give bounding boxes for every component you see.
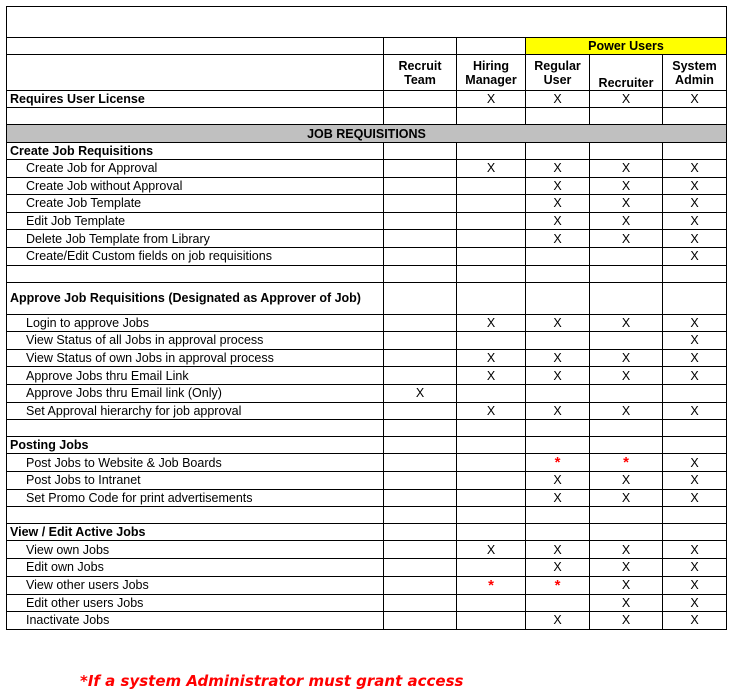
empty-cell (590, 265, 663, 282)
x-mark: X (553, 613, 562, 628)
permission-label: Inactivate Jobs (7, 612, 384, 630)
empty-cell (526, 265, 590, 282)
x-mark: X (690, 351, 699, 366)
permission-label: Approve Jobs thru Email Link (7, 367, 384, 385)
empty-cell (590, 524, 663, 541)
group-row (7, 524, 727, 541)
permission-mark (384, 384, 457, 402)
column-header-label: Hiring Manager (465, 58, 517, 87)
table-row (7, 612, 727, 630)
footnote: *If a system Administrator must grant access (80, 672, 464, 690)
table-row (7, 332, 727, 350)
permission-label: Login to approve Jobs (7, 314, 384, 332)
empty-cell (384, 541, 457, 559)
permission-mark (526, 402, 590, 420)
permission-mark (590, 472, 663, 490)
empty-cell (384, 402, 457, 420)
empty-cell (457, 230, 526, 248)
permissions-table (6, 6, 727, 630)
x-mark: X (621, 196, 631, 211)
permission-mark (590, 489, 663, 507)
x-mark: X (553, 231, 562, 246)
table-row (7, 247, 727, 265)
empty-cell (663, 507, 727, 524)
x-mark: X (621, 161, 631, 176)
permission-label: Approve Jobs thru Email link (Only) (7, 384, 384, 402)
empty-header-cell (457, 38, 526, 55)
empty-cell (384, 576, 457, 594)
empty-cell (526, 507, 590, 524)
empty-cell (526, 108, 590, 125)
empty-cell (663, 265, 727, 282)
x-mark: X (690, 92, 699, 106)
x-mark: X (486, 368, 496, 383)
empty-cell (457, 282, 526, 314)
admin-grant-asterisk (457, 576, 526, 594)
x-mark: X (553, 315, 562, 330)
empty-cell (457, 524, 526, 541)
x-mark: X (486, 351, 496, 366)
x-mark: X (690, 491, 699, 506)
permission-mark (590, 349, 663, 367)
permission-label: View Status of all Jobs in approval process (7, 332, 384, 350)
blank-row (7, 420, 727, 437)
empty-cell (384, 195, 457, 213)
permission-label: Create Job Template (7, 195, 384, 213)
x-mark: X (415, 386, 425, 401)
table-row (7, 314, 727, 332)
empty-cell (384, 143, 457, 160)
empty-cell (663, 143, 727, 160)
empty-cell (663, 437, 727, 454)
x-mark: X (553, 178, 562, 193)
title-row (7, 7, 727, 38)
blank-cell (7, 420, 384, 437)
x-mark: X (690, 455, 699, 470)
permission-mark (663, 454, 727, 472)
group-row (7, 143, 727, 160)
x-mark: X (690, 578, 699, 592)
x-mark: X (690, 161, 699, 176)
empty-cell (384, 230, 457, 248)
table-row (7, 230, 727, 248)
empty-cell (663, 384, 727, 402)
empty-cell (384, 524, 457, 541)
table-row (7, 594, 727, 612)
x-mark: X (690, 403, 699, 418)
empty-cell (590, 143, 663, 160)
empty-cell (384, 367, 457, 385)
x-mark: X (621, 473, 631, 488)
column-header-row (7, 55, 727, 91)
permission-mark (663, 177, 727, 195)
blank-row (7, 108, 727, 125)
group-row (7, 437, 727, 454)
empty-cell (526, 332, 590, 350)
empty-cell (590, 247, 663, 265)
empty-cell (457, 437, 526, 454)
column-header-label: Recruit Team (398, 58, 442, 87)
empty-cell (384, 437, 457, 454)
blank-cell (7, 507, 384, 524)
x-mark: X (486, 315, 496, 330)
empty-cell (384, 454, 457, 472)
permission-mark (590, 558, 663, 576)
empty-cell (384, 332, 457, 350)
permission-mark (526, 558, 590, 576)
permission-mark (663, 612, 727, 630)
empty-cell (384, 160, 457, 178)
x-mark: X (621, 315, 631, 330)
table-row (7, 454, 727, 472)
x-mark: X (690, 560, 699, 575)
empty-cell (663, 524, 727, 541)
empty-cell (457, 143, 526, 160)
empty-cell (457, 332, 526, 350)
empty-cell (384, 282, 457, 314)
permission-label: Edit own Jobs (7, 558, 384, 576)
empty-cell (384, 472, 457, 490)
x-mark: X (553, 214, 562, 229)
permission-mark (663, 541, 727, 559)
empty-cell (590, 437, 663, 454)
permission-mark (526, 230, 590, 248)
permission-mark (457, 402, 526, 420)
section-header: JOB REQUISITIONS (7, 125, 727, 143)
permission-mark (526, 349, 590, 367)
empty-cell (590, 332, 663, 350)
empty-cell (384, 349, 457, 367)
x-mark: X (621, 542, 631, 557)
x-mark: X (690, 473, 699, 488)
column-header-label: Regular User (534, 58, 581, 87)
empty-cell (526, 524, 590, 541)
blank-row (7, 507, 727, 524)
empty-cell (457, 265, 526, 282)
permission-mark (457, 541, 526, 559)
asterisk-mark: * (554, 576, 561, 594)
column-header-regular-user (526, 55, 590, 91)
empty-cell (457, 612, 526, 630)
x-mark: X (690, 613, 699, 628)
empty-cell (384, 489, 457, 507)
permission-mark (663, 160, 727, 178)
group-label: Approve Job Requisitions (Designated as Approver of Job) (7, 282, 384, 314)
table-row (7, 576, 727, 594)
permission-mark (663, 91, 727, 108)
permission-mark (526, 195, 590, 213)
x-mark: X (690, 178, 699, 193)
empty-cell (384, 91, 457, 108)
x-mark: X (621, 491, 631, 506)
empty-cell (590, 384, 663, 402)
empty-cell (384, 420, 457, 437)
empty-cell (663, 282, 727, 314)
x-mark: X (553, 161, 562, 176)
column-header-label: Recruiter (598, 76, 654, 90)
empty-header-cell (7, 38, 384, 55)
empty-cell (457, 420, 526, 437)
empty-cell (457, 594, 526, 612)
column-header-label: System Admin (672, 58, 717, 87)
permission-mark (663, 314, 727, 332)
permission-mark (590, 367, 663, 385)
blank-cell (7, 265, 384, 282)
permission-label: Edit Job Template (7, 212, 384, 230)
permission-mark (663, 212, 727, 230)
permission-mark (590, 541, 663, 559)
empty-cell (526, 143, 590, 160)
table-row (7, 212, 727, 230)
x-mark: X (621, 231, 631, 246)
empty-cell (457, 454, 526, 472)
x-mark: X (553, 351, 562, 366)
permission-mark (590, 160, 663, 178)
permission-mark (526, 314, 590, 332)
empty-cell (384, 265, 457, 282)
group-label: Create Job Requisitions (7, 143, 384, 160)
permission-mark (663, 402, 727, 420)
blank-cell (7, 108, 384, 125)
x-mark: X (621, 403, 631, 418)
x-mark: X (486, 403, 496, 418)
permission-mark (590, 314, 663, 332)
x-mark: X (621, 578, 631, 592)
empty-cell (663, 420, 727, 437)
permission-mark (457, 349, 526, 367)
permission-mark (663, 472, 727, 490)
permission-mark (526, 489, 590, 507)
table-row (7, 349, 727, 367)
permission-mark (663, 576, 727, 594)
permission-label: Post Jobs to Intranet (7, 472, 384, 490)
x-mark: X (621, 613, 631, 628)
table-row (7, 384, 727, 402)
empty-cell (457, 472, 526, 490)
x-mark: X (553, 196, 562, 211)
x-mark: X (553, 403, 562, 418)
power-users-row (7, 38, 727, 55)
x-mark: X (621, 178, 631, 193)
title-cell (7, 7, 727, 38)
power-users-header: Power Users (526, 38, 727, 55)
permission-mark (663, 594, 727, 612)
empty-cell (384, 247, 457, 265)
empty-cell (457, 247, 526, 265)
asterisk-mark: * (488, 576, 494, 594)
permission-mark (526, 177, 590, 195)
empty-cell (526, 247, 590, 265)
permission-mark (590, 612, 663, 630)
asterisk-mark: * (554, 454, 561, 472)
group-label: Posting Jobs (7, 437, 384, 454)
permission-mark (590, 195, 663, 213)
empty-cell (457, 177, 526, 195)
group-row (7, 282, 727, 314)
empty-cell (384, 177, 457, 195)
empty-cell (384, 108, 457, 125)
x-mark: X (621, 351, 631, 366)
table-row (7, 367, 727, 385)
permission-label: Set Promo Code for print advertisements (7, 489, 384, 507)
permission-label: Create Job without Approval (7, 177, 384, 195)
blank-row (7, 265, 727, 282)
empty-cell (590, 420, 663, 437)
empty-header-cell (384, 38, 457, 55)
empty-cell (384, 212, 457, 230)
x-mark: X (690, 368, 699, 383)
empty-cell (457, 558, 526, 576)
x-mark: X (690, 231, 699, 246)
permission-mark (457, 367, 526, 385)
permission-mark (663, 230, 727, 248)
admin-grant-asterisk (590, 454, 663, 472)
permission-label: Create Job for Approval (7, 160, 384, 178)
empty-cell (384, 507, 457, 524)
x-mark: X (553, 473, 562, 488)
permission-mark (526, 160, 590, 178)
permission-label: Create/Edit Custom fields on job requisitions (7, 247, 384, 265)
permission-mark (663, 558, 727, 576)
permission-mark (663, 195, 727, 213)
x-mark: X (621, 92, 631, 106)
empty-cell (526, 420, 590, 437)
permission-label: Edit other users Jobs (7, 594, 384, 612)
table-row (7, 472, 727, 490)
empty-cell (457, 507, 526, 524)
empty-cell (457, 212, 526, 230)
permission-mark (590, 576, 663, 594)
section-header-row (7, 125, 727, 143)
empty-cell (384, 314, 457, 332)
x-mark: X (486, 92, 496, 106)
table-row (7, 402, 727, 420)
permission-mark (663, 332, 727, 350)
permission-mark (663, 367, 727, 385)
permission-mark (526, 212, 590, 230)
permission-label: Set Approval hierarchy for job approval (7, 402, 384, 420)
empty-header-cell (7, 55, 384, 91)
empty-cell (457, 384, 526, 402)
table-row (7, 558, 727, 576)
x-mark: X (690, 196, 699, 211)
table-row (7, 541, 727, 559)
x-mark: X (690, 249, 699, 264)
empty-cell (526, 282, 590, 314)
x-mark: X (553, 491, 562, 506)
permission-mark (590, 212, 663, 230)
x-mark: X (621, 595, 631, 610)
x-mark: X (553, 542, 562, 557)
empty-cell (590, 282, 663, 314)
empty-cell (590, 108, 663, 125)
x-mark: X (553, 368, 562, 383)
permission-label: Post Jobs to Website & Job Boards (7, 454, 384, 472)
permission-label: View own Jobs (7, 541, 384, 559)
permission-mark (526, 612, 590, 630)
x-mark: X (486, 161, 496, 176)
permission-mark (526, 91, 590, 108)
empty-cell (590, 507, 663, 524)
column-header-system-admin (663, 55, 727, 91)
permissions-table-body (7, 7, 727, 630)
permission-mark (663, 489, 727, 507)
x-mark: X (690, 315, 699, 330)
permission-mark (663, 247, 727, 265)
permission-label: View Status of own Jobs in approval process (7, 349, 384, 367)
permission-mark (526, 541, 590, 559)
table-row (7, 91, 727, 108)
permission-mark (457, 91, 526, 108)
x-mark: X (690, 542, 699, 557)
column-header-hiring-manager (457, 55, 526, 91)
x-mark: X (621, 368, 631, 383)
table-row (7, 195, 727, 213)
permission-mark (457, 160, 526, 178)
empty-cell (457, 195, 526, 213)
x-mark: X (690, 333, 699, 348)
group-label: View / Edit Active Jobs (7, 524, 384, 541)
permission-mark (590, 91, 663, 108)
column-header-recruit-team (384, 55, 457, 91)
permission-mark (590, 594, 663, 612)
admin-grant-asterisk (526, 576, 590, 594)
table-row (7, 489, 727, 507)
permission-mark (590, 402, 663, 420)
x-mark: X (486, 542, 496, 557)
empty-cell (457, 489, 526, 507)
empty-cell (526, 384, 590, 402)
permission-mark (663, 349, 727, 367)
empty-cell (384, 594, 457, 612)
x-mark: X (621, 214, 631, 229)
permission-mark (590, 177, 663, 195)
empty-cell (526, 437, 590, 454)
table-row (7, 160, 727, 178)
x-mark: X (690, 214, 699, 229)
table-row (7, 177, 727, 195)
asterisk-mark: * (623, 454, 629, 472)
column-header-recruiter (590, 55, 663, 91)
permission-mark (457, 314, 526, 332)
empty-cell (384, 612, 457, 630)
permission-mark (526, 367, 590, 385)
permission-mark (590, 230, 663, 248)
permission-label: Delete Job Template from Library (7, 230, 384, 248)
x-mark: X (553, 92, 562, 106)
x-mark: X (553, 560, 562, 575)
empty-cell (526, 594, 590, 612)
x-mark: X (690, 595, 699, 610)
permission-mark (526, 472, 590, 490)
empty-cell (663, 108, 727, 125)
permission-label: View other users Jobs (7, 576, 384, 594)
permission-label: Requires User License (7, 91, 384, 108)
admin-grant-asterisk (526, 454, 590, 472)
empty-cell (384, 558, 457, 576)
x-mark: X (621, 560, 631, 575)
empty-cell (457, 108, 526, 125)
